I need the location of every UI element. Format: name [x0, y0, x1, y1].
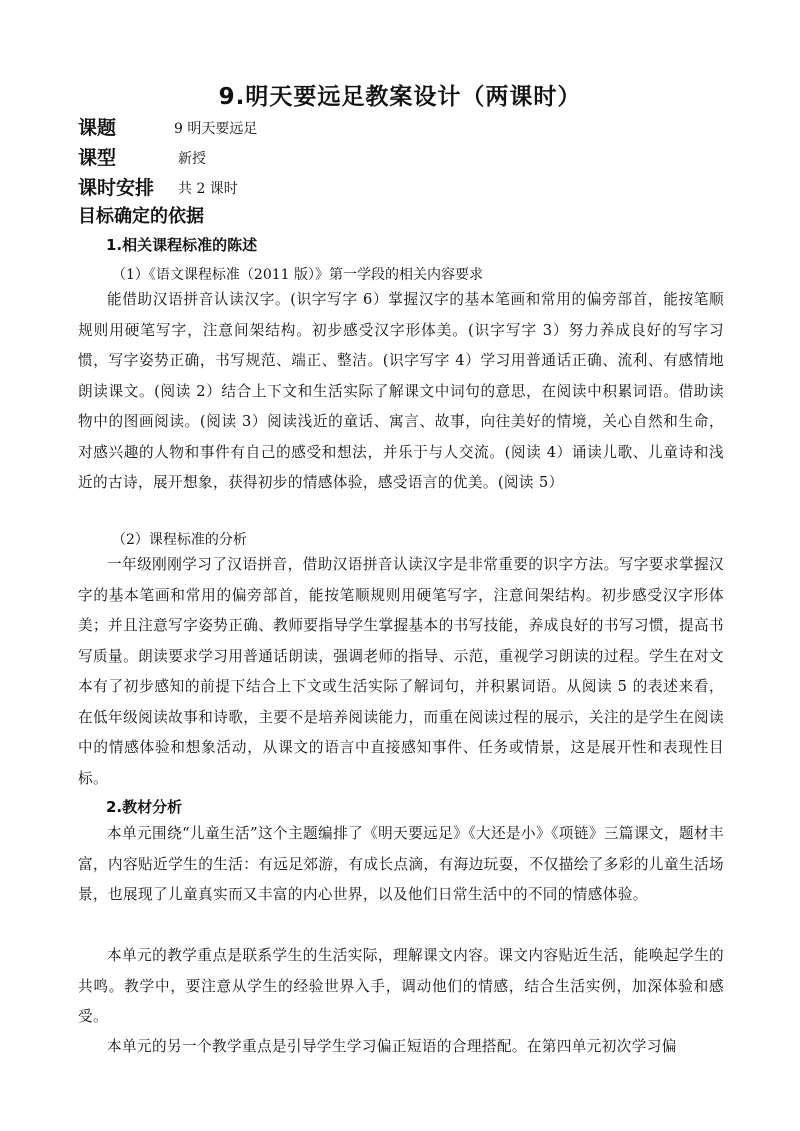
section2-paragraph-1: 本单元围绕“儿童生活”这个主题编排了《明天要远足》《大还是小》《项链》三篇课文，题材丰富，内容贴近学生的生活：有远足郊游，有成长点滴，有海边玩耍，不仅描绘了多彩的儿童生活场景，也展现了儿童真实而又丰富的内心世界，以及他们日常生活中的不同的情感体验。 — [78, 825, 724, 903]
meta-topic-row — [78, 112, 116, 140]
page-title: 9.明天要远足教案设计（两课时） — [218, 84, 582, 110]
meta-type-label: 课型 — [78, 146, 117, 169]
meta-topic-label: 课题 — [78, 116, 117, 139]
section1-sub2-paragraph: 一年级刚刚学习了汉语拼音，借助汉语拼音认读汉字是非常重要的识字方法。写字要求掌握汉字的基本笔画和常用的偏旁部首，能按笔顺规则用硬笔写字，注意间架结构。初步感受汉字形体美；并且注意写字姿势正确、教师要指导学生掌握基本的书写技能，养成良好的书写习惯，提高书写质量。朗读要求学习用普通话朗读，强调老师的指导、示范，重视学习朗读的过程。学生在对文本有了初步感知的前提下结合上下文或生活实际了解词句，并积累词语。从阅读 5 的表述来看，在低年级阅读故事和诗歌，主要不是培养阅读能力，而重在阅读过程的展示，关注的是学生在阅读中的情感体验和想象活动，从课文的语言中直接感知事件、任务或情景，这是展开性和表现性目标。 — [78, 556, 724, 787]
section1-sub1-heading: （1）《语文课程标准（2011 版）》第一学段的相关内容要求 — [112, 267, 483, 283]
section2-heading: 2.教材分析 — [106, 798, 183, 816]
section2-paragraph-2: 本单元的教学重点是联系学生的生活实际，理解课文内容。课文内容贴近生活，能唤起学生的共鸣。教学中，要注意从学生的经验世界入手，调动他们的情感，结合生活实例，加深体验和感受。 — [78, 947, 724, 1025]
section1-heading: 1.相关课程标准的陈述 — [106, 236, 258, 254]
basis-heading: 目标确定的依据 — [78, 206, 204, 227]
meta-schedule-value: 共 2 课时 — [178, 181, 238, 197]
meta-type-row — [78, 142, 116, 170]
section1-sub1-paragraph: 能借助汉语拼音认读汉字。(识字写字 6）掌握汉字的基本笔画和常用的偏旁部首，能按笔顺规则用硬笔写字，注意间架结构。初步感受汉字形体美。(识字写字 3）努力养成良好的写字习惯，写字姿势正确，书写规范、端正、整洁。(识字写字 4）学习用普通话正确、流利、有感情地朗读课文。(阅读 2）结合上下文和生活实际了解课文中词句的意思，在阅读中积累词语。借助读物中的图画阅读。(阅读 3）阅读浅近的童话、寓言、故事，向往美好的情境，关心自然和生命，对感兴趣的人物和事件有自己的感受和想法，并乐于与人交流。(阅读 4）诵读儿歌、儿童诗和浅近的古诗，展开想象，获得初步的情感体验，感受语言的优美。(阅读 5） — [78, 291, 724, 491]
meta-schedule-label: 课时安排 — [78, 176, 155, 199]
meta-schedule-row — [78, 172, 154, 200]
meta-type-value: 新授 — [178, 151, 206, 167]
section2-paragraph-3: 本单元的另一个教学重点是引导学生学习偏正短语的合理搭配。在第四单元初次学习偏 — [107, 1038, 677, 1055]
section1-sub2-heading: （2）课程标准的分析 — [112, 532, 247, 548]
meta-topic-value: 9 明天要远足 — [174, 121, 258, 137]
